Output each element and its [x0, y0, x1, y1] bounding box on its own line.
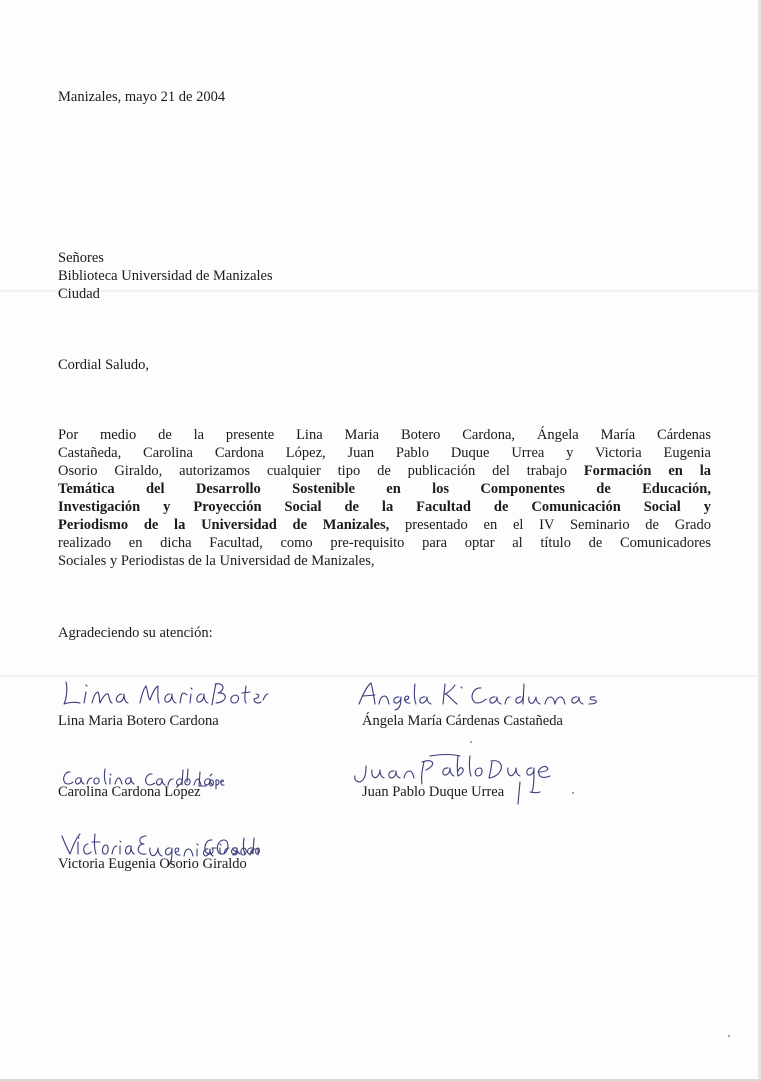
body-line: [58, 552, 711, 570]
closing: Agradeciendo su atención:: [58, 625, 213, 641]
signatory-name: Carolina Cardona López: [58, 784, 201, 800]
recipient-institution: Biblioteca Universidad de Manizales: [58, 268, 273, 284]
body-line: [58, 426, 711, 444]
signature-juan-pablo: [352, 752, 552, 812]
body-text: presentado en el IV Seminario de Grado: [389, 517, 711, 533]
body-line: [58, 462, 711, 480]
paper-speck: [470, 741, 472, 743]
body-text: Sociales y Periodistas de la Universidad de Manizales,: [58, 553, 375, 569]
body-text: Por medio de la presente Lina Maria Botero Cardona, Ángela María Cárdenas: [58, 427, 711, 443]
place-date: Manizales, mayo 21 de 2004: [58, 89, 226, 105]
body-line: [58, 534, 711, 552]
signatory-name: Ángela María Cárdenas Castañeda: [362, 713, 563, 729]
paper-speck: [728, 1035, 730, 1037]
thesis-title-text: Investigación y Proyección Social de la Facultad de Comunicación Social y: [58, 499, 711, 515]
body-line: [58, 480, 711, 498]
thesis-title-text: Formación en la: [583, 463, 711, 479]
body-line: [58, 444, 711, 462]
thesis-title-text: Temática del Desarrollo Sostenible en los Componentes de Educación,: [58, 481, 711, 497]
recipient-city: Ciudad: [58, 286, 100, 302]
signatory-name: Lina Maria Botero Cardona: [58, 713, 219, 729]
signatory-name: Juan Pablo Duque Urrea: [362, 784, 505, 800]
paper-fold: [0, 290, 761, 292]
paper-speck: [572, 792, 574, 794]
thesis-title-text: Periodismo de la Universidad de Manizales,: [58, 517, 390, 533]
signature-lina: [60, 672, 270, 712]
greeting: Cordial Saludo,: [58, 357, 150, 373]
body-line: [58, 516, 711, 534]
recipient-salutation: Señores: [58, 250, 104, 266]
body-text: Osorio Giraldo, autorizamos cualquier tipo de publicación del trabajo: [58, 463, 584, 479]
body-text: realizado en dicha Facultad, como pre-requisito para optar al título de Comunicadores: [58, 535, 711, 551]
signature-angela: [355, 680, 625, 710]
signatory-name: Victoria Eugenia Osorio Giraldo: [58, 856, 247, 872]
body-line: [58, 498, 711, 516]
body-paragraph: [58, 426, 711, 570]
body-text: Castañeda, Carolina Cardona López, Juan Pablo Duque Urrea y Victoria Eugenia: [58, 445, 711, 461]
